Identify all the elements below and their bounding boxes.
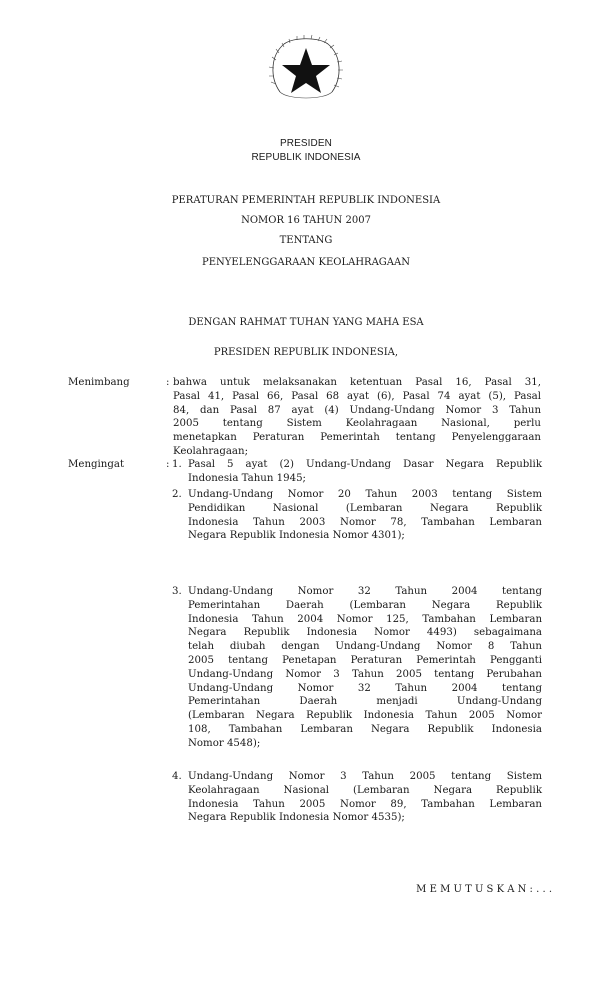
text-line: Negara Republik Indonesia Nomor 4535); [188, 812, 405, 824]
text-line: Nomor 4548); [188, 737, 261, 749]
text-line: 2005 tentang Penetapan Peraturan Pemerintah Pengganti [188, 654, 542, 666]
text-line: Indonesia Tahun 2005 Nomor 89, Tambahan Lembaran [188, 798, 542, 810]
list-item [172, 585, 542, 751]
regulation-about: TENTANG [279, 235, 333, 246]
text-line: Undang-Undang Nomor 20 Tahun 2003 tentang Sistem [188, 489, 542, 500]
text-line: Keolahragaan Nasional (Lembaran Negara Republik [188, 784, 542, 796]
text-line: Negara Republik Indonesia Nomor 4493) sebagaimana [188, 627, 542, 639]
continuation-text: M E M U T U S K A N : . . . [416, 884, 552, 895]
list-number: 1. [172, 459, 182, 470]
text-line: Pendidikan Nasional (Lembaran Negara Republik [188, 502, 542, 514]
text-line: Undang-Undang Nomor 3 Tahun 2005 tentang Sistem [188, 771, 542, 782]
list-number: 2. [172, 489, 182, 500]
text-line: (Lembaran Negara Republik Indonesia Tahun 2005 Nomor [188, 710, 542, 722]
text-line: bahwa untuk melaksanakan ketentuan Pasal 16, Pasal 31, [173, 377, 541, 388]
text-line: menetapkan Peraturan Pemerintah tentang Penyelenggaraan [173, 432, 541, 444]
mengingat-label: Mengingat [68, 459, 125, 470]
list-text [188, 770, 542, 825]
text-line: Undang-Undang Nomor 3 Tahun 2005 tentang Perubahan [188, 668, 542, 680]
list-text [188, 488, 542, 543]
text-line: Indonesia Tahun 2003 Nomor 78, Tambahan Lembaran [188, 516, 542, 528]
menimbang-colon: : [166, 377, 170, 388]
regulation-title: PERATURAN PEMERINTAH REPUBLIK INDONESIA [171, 195, 441, 206]
text-line: Keolahragaan; [173, 445, 248, 457]
regulation-subject: PENYELENGGARAAN KEOLAHRAGAAN [202, 257, 410, 268]
text-line: Indonesia Tahun 1945; [188, 472, 306, 484]
list-number: 3. [172, 586, 182, 597]
text-line: Pemerintahan Daerah (Lembaran Negara Republik [188, 599, 542, 611]
text-line: Undang-Undang Nomor 32 Tahun 2004 tentang [188, 682, 542, 694]
menimbang-label: Menimbang [68, 377, 130, 388]
text-line: telah diubah dengan Undang-Undang Nomor 8 Tahun [188, 641, 542, 653]
list-item [172, 488, 542, 543]
text-line: Pasal 41, Pasal 66, Pasal 68 ayat (6), Pasal 74 ayat (5), Pasal [173, 390, 541, 402]
list-text [188, 458, 542, 486]
text-line: Indonesia Tahun 2004 Nomor 125, Tambahan Lembaran [188, 613, 542, 625]
text-line: Negara Republik Indonesia Nomor 4301); [188, 530, 405, 542]
text-line: Pasal 5 ayat (2) Undang-Undang Dasar Negara Republik [188, 459, 542, 470]
regulation-number: NOMOR 16 TAHUN 2007 [241, 215, 371, 226]
header-republic: REPUBLIK INDONESIA [251, 152, 361, 163]
menimbang-text [173, 376, 541, 459]
text-line: 84, dan Pasal 87 ayat (4) Undang-Undang Nomor 3 Tahun [173, 404, 541, 416]
text-line: 2005 tentang Sistem Keolahragaan Nasional, perlu [173, 418, 541, 430]
mengingat-colon: : [166, 459, 170, 470]
text-line: Undang-Undang Nomor 32 Tahun 2004 tentang [188, 586, 542, 597]
text-line: Pemerintahan Daerah menjadi Undang-Undang [188, 696, 542, 708]
preamble-grace: DENGAN RAHMAT TUHAN YANG MAHA ESA [188, 317, 424, 328]
preamble-president: PRESIDEN REPUBLIK INDONESIA, [213, 347, 399, 358]
garuda-star-emblem-icon [266, 34, 346, 106]
list-item [172, 458, 542, 486]
list-text [188, 585, 542, 751]
state-emblem [266, 34, 346, 106]
header-president: PRESIDEN [280, 138, 332, 149]
text-line: 108, Tambahan Lembaran Negara Republik Indonesia [188, 723, 542, 735]
list-number: 4. [172, 771, 182, 782]
list-item [172, 770, 542, 825]
